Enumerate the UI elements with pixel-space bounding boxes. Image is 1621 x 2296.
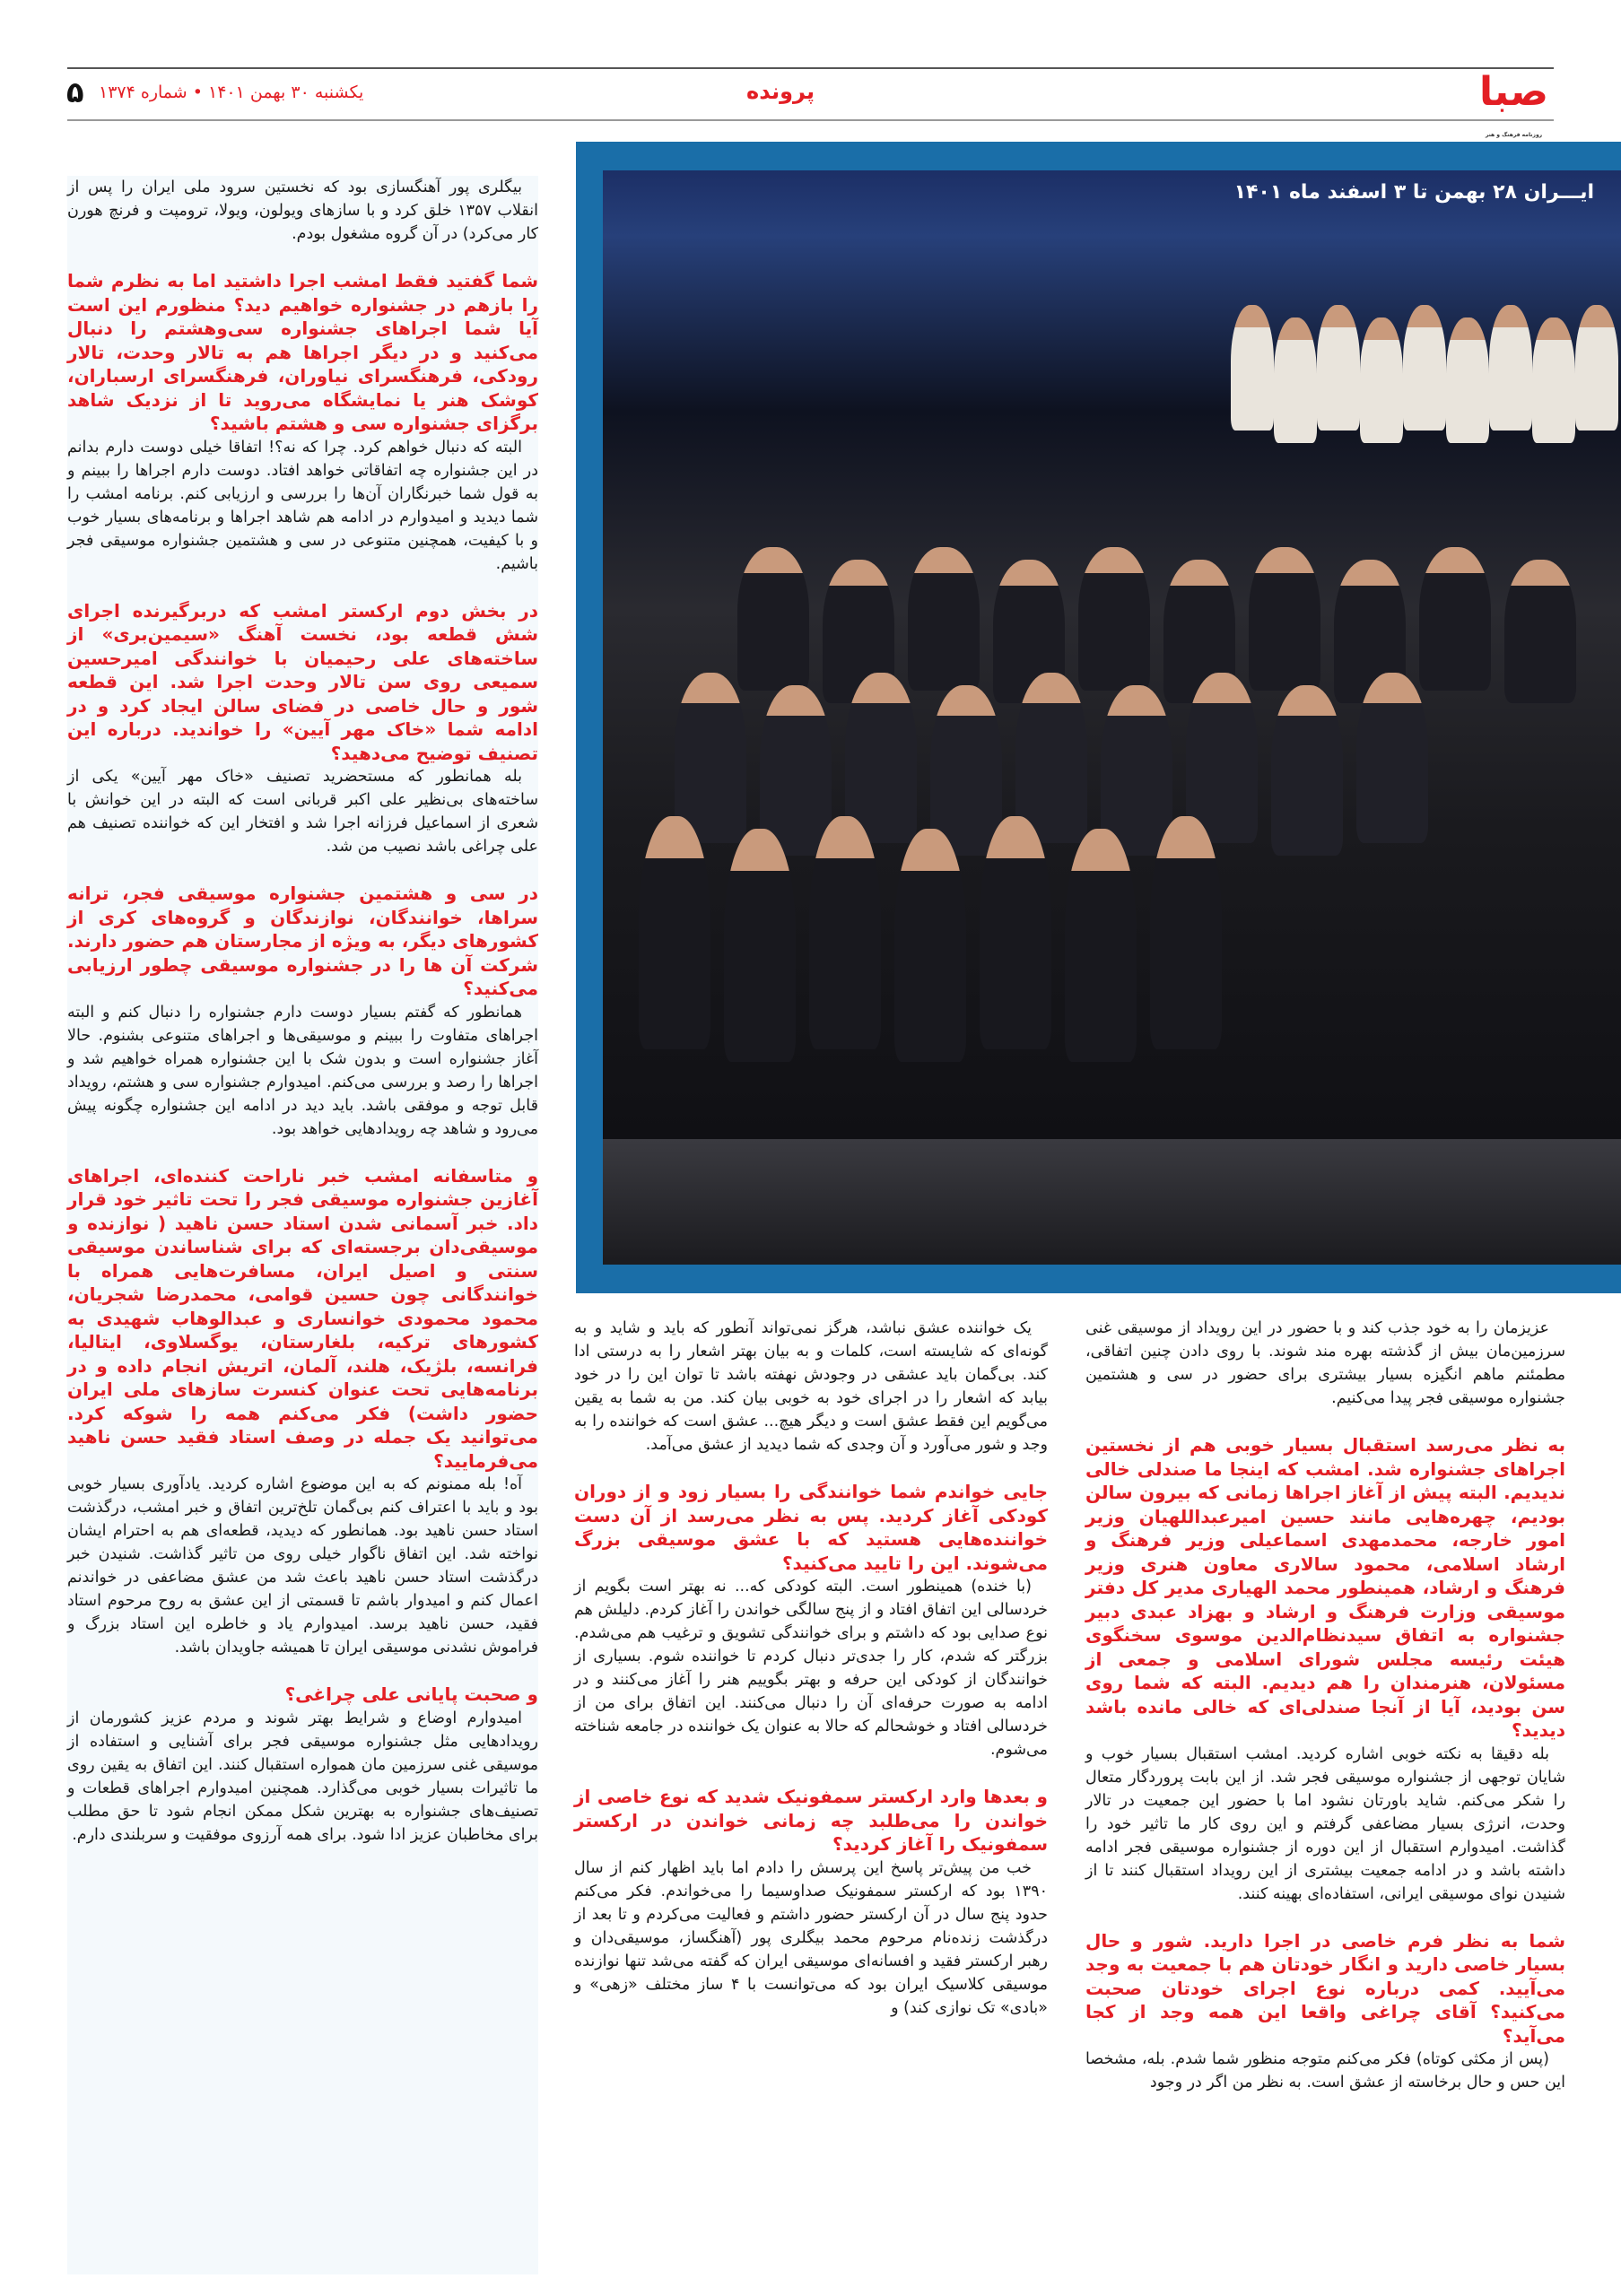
header-bottom-rule [67, 119, 1554, 121]
performer-figure [724, 829, 796, 1062]
article-column-left [67, 176, 538, 2274]
performer-figure [980, 816, 1051, 1049]
logo-tagline: روزنامه فرهنگ و هنر [1485, 132, 1543, 138]
performer-figure [675, 673, 746, 843]
performer-figure [1489, 305, 1532, 430]
interview-answer: عزیزمان را به خود جذب کند و با حضور در این رویداد از موسیقی غنی سرزمین‌مان بیش از گذشته بهره مند شوند. با روی دادن چنین اتفاقی، مطمئنم ماهم انگیزه بسیار بیشتری برای حضور در سی و هشتمین جشنواره موسیقی فجر پیدا می‌کنیم. [1085, 1319, 1565, 1407]
performer-figure [1271, 685, 1343, 856]
performer-figure [1419, 547, 1491, 691]
performer-figure [1101, 685, 1172, 856]
performer-figure [845, 673, 917, 843]
interview-answer: (پس از مکثی کوتاه) فکر می‌کنم متوجه منظور شما شدم. بله، مشخصا این حس و حال برخاسته از عشق است. به نظر من اگر در وجود [1085, 2050, 1565, 2092]
interview-question: شما گفتید فقط امشب اجرا داشتید اما به نظرم شما را بازهم در جشنواره خواهیم دید؟ منظورم این است آیا شما اجراهای جشنواره سی‌وهشتم را دنبال می‌کنید و در دیگر اجراها هم به تالار وحدت، تالار رودکی، فرهنگسرای نیاوران، فرهنگسرای ارسباران، کوشک هنر یا نمایشگاه می‌روید تا از نزدیک شاهد برگزای جشنواره سی و هشتم باشید؟ [67, 270, 538, 434]
performer-figure [1274, 317, 1317, 443]
interview-answer: بله همانطور که مستحضرید تصنیف «خاک مهر آیین» یکی از ساخته‌های بی‌نظیر علی اکبر قربانی است که البته در این خوانش با شعری از اسماعیل فرزانه اجرا شد و افتخار این که خواننده تصنیف هم علی چراغی باشد نصیب من شد. [67, 768, 538, 856]
performer-figure [1249, 547, 1320, 691]
newspaper-logo [1471, 69, 1556, 138]
interview-answer: بله دقیقا به نکته خوبی اشاره کردید. امشب استقبال بسیار خوب و شایان توجهی از جشنواره موسیقی فجر شد. از این بابت پروردگار متعال را شکر می‌کنم. شاید باورتان نشود اما با حضور این جمعیت در تالار وحدت، انرژی بسیار مضاعفی گرفتم و این روی کار ما تاثیر خود را گذاشت. امیدوارم استقبال از این دوره از جشنواره موسیقی فجر ادامه داشته باشد و در ادامه جمعیت بیشتری از این رویداد استقبال کنند تا از شنیدن نوای موسیقی ایرانی، استفاده‌ای بهینه کنند. [1085, 1744, 1565, 1903]
interview-question: در بخش دوم ارکستر امشب که دربرگیرنده اجرای شش قطعه بود، نخست آهنگ «سیمین‌بری» از ساخته‌های علی رحیمیان با خوانندگی امیرحسین سمیعی روی سن تالار وحدت اجرا شد. این قطعه شور و حال خاصی در فضای سالن ایجاد کرد و در ادامه شما «خاک مهر آیین» را خواندید. درباره این تصنیف توضیح می‌دهید؟ [67, 599, 538, 764]
photo-frame [576, 142, 1621, 1293]
dateline: یکشنبه ۳۰ بهمن ۱۴۰۱ • شماره ۱۳۷۴ [99, 83, 364, 102]
interview-question: شما به نظر فرم خاصی در اجرا دارید. شور و حال بسیار خاصی دارید و انگار خودتان هم با جمعیت به وجد می‌آیید. کمی درباره نوع اجرای خودتان صحبت می‌کنید؟ آقای چراغی واقعا این همه وجد از کجا می‌آید؟ [1085, 1929, 1565, 2047]
interview-answer: امیدوارم اوضاع و شرایط بهتر شوند و مردم عزیز کشورمان از رویدادهایی مثل جشنواره موسیقی فجر برای آشنایی و استفاده از موسیقی غنی سرزمین مان همواره استقبال کنند. این اتفاق به یقین روی ما تاثیرات بسیار خوبی می‌گذارد. همچنین امیدوارم اجراهای قطعات و تصنیف‌های جشنواره به بهترین شکل ممکن انجام شود تا حق مطلب برای مخاطبان عزیز ادا شود. برای همه آرزوی موفقیت و سربلندی دارم. [67, 1709, 538, 1844]
concert-photo [603, 170, 1621, 1265]
performer-figure [1231, 305, 1274, 430]
performer-figure [809, 816, 881, 1049]
interview-question: جایی خواندم شما خوانندگی را بسیار زود و از دوران کودکی آغاز کردید. پس به نظر می‌رسد از آن دست خواننده‌هایی هستید که با عشق موسیقی بزرگ می‌شوند. این را تایید می‌کنید؟ [574, 1481, 1048, 1574]
performer-figure [1317, 305, 1360, 430]
interview-answer: یک خواننده عشق نباشد، هرگز نمی‌تواند آنطور که باید و شاید و به گونه‌ای که شایسته است، کلمات و به بیان بهتر اشعار را به درستی ادا کند. بی‌گمان باید عشقی در وجودش نهفته باشد تا توان این را در خود بیابد که اشعار را در اجرای خود به خوبی بیان کند. من به شما به یقین می‌گویم این فقط عشق است و دیگر هیچ... عشق است که خواننده را به وجد و شور می‌آورد و آن وجدی که شما دیدید از عشق می‌آمد. [574, 1319, 1048, 1454]
performer-figure [1504, 560, 1576, 703]
interview-answer: (با خنده) همینطور است. البته کودکی که... نه بهتر است بگویم از خردسالی این اتفاق افتاد و از پنج سالگی خواندن را آغاز کردم. دلیلش هم نوع صدایی بود که داشتم و برای خوانندگی تشویق و ترغیب هم می‌شدم. بزرگتر که شدم، کار را جدی‌تر دنبال کردم تا خواننده شوم. بسیاری از خوانندگان از کودکی این حرفه و بهتر بگوییم هنر را آغاز می‌کنند و در ادامه به صورت حرفه‌ای آن را دنبال می‌کنند. این اتفاق برای من از خردسالی افتاد و خوشحالم که حالا به عنوان یک خواننده در جامعه شناخته می‌شوم. [574, 1578, 1048, 1759]
performer-figure [1186, 673, 1258, 843]
performer-figure [1065, 829, 1137, 1062]
interview-question: و بعدها وارد ارکستر سمفونیک شدید که نوع خاصی از خواندن را می‌طلبد چه زمانی خواندن در ارکستر سمفونیک را آغاز کردید؟ [574, 1786, 1048, 1855]
performer-figure [1403, 305, 1446, 430]
interview-question: به نظر می‌رسد استقبال بسیار خوبی هم از نخستین اجراهای جشنواره شد. امشب که اینجا ما صندلی خالی ندیدیم. البته پیش از آغاز اجراها زمانی که بیرون سالن بودیم، چهره‌هایی مانند حسین امیرعبداللهیان وزیر امور خارجه، محمدمهدی اسماعیلی وزیر فرهنگ و ارشاد اسلامی، محمود سالاری معاون هنری وزیر فرهنگ و ارشاد، همینطور محمد الهیاری مدیر کل دفتر موسیقی وزارت فرهنگ و ارشاد و بهزاد عبدی دبیر جشنواره به اتفاق سیدنظام‌الدین موسوی سخنگوی هیئت رئیسه مجلس شورای اسلامی و جمعی از مسئولان، هنرمندان را هم دیدیم. البته که شما روی سن بودید، آیا از آنجا صندلی‌ای که خالی مانده باشد دیدید؟ [1085, 1434, 1565, 1741]
stage-floor [603, 1139, 1621, 1265]
performer-figure [1532, 317, 1575, 443]
performer-figure [1446, 317, 1489, 443]
header-top-rule [67, 67, 1554, 69]
performer-figure [1575, 305, 1618, 430]
photo-banner-text: ایـــران ۲۸ بهمن تا ۳ اسفند ماه ۱۴۰۱ [1233, 181, 1594, 204]
performer-figure [1356, 673, 1428, 843]
performer-figure [639, 816, 710, 1049]
performer-figure [894, 829, 966, 1062]
interview-answer: خب من پیش‌تر پاسخ این پرسش را دادم اما باید اظهار کنم از سال ۱۳۹۰ بود که ارکستر سمفونیک صداوسیما را می‌خواندم. فکر می‌کنم حدود پنج سال در آن ارکستر حضور داشتم و فعالیت می‌کردم و تا بعد از درگذشت زنده‌نام مرحوم محمد بیگلری پور (آهنگساز، موسیقی‌دان و رهبر ارکستر فقید و افسانه‌ای موسیقی ایران که گفته می‌شد تنها نوازنده موسیقی کلاسیک ایران بود که می‌توانست با ۴ ساز مختلف «زهی» و «بادی» تک نوازی کند) و [574, 1858, 1048, 2017]
article-column-middle [574, 1317, 1048, 2020]
article-column-right [1085, 1317, 1565, 2094]
interview-question: در سی و هشتمین جشنواره موسیقی فجر، ترانه سراها، خوانندگان، نوازندگان و گروه‌های کری از کشورهای دیگر، به ویژه از مجارستان هم حضور دارند. شرکت آن ها را در جشنواره موسیقی چطور ارزیابی می‌کنید؟ [67, 883, 538, 999]
section-title: پرونده [746, 79, 815, 104]
performer-figure [737, 547, 809, 691]
interview-question: و متاسفانه امشب خبر ناراحت کننده‌ای، اجراهای آغازین جشنواره موسیقی فجر را تحت تاثیر خود قرار داد. خبر آسمانی شدن استاد حسن ناهید ( نوازنده و موسیقی‌دان برجسته‌ای که برای شناساندن موسیقی سنتی و اصیل ایران، مسافرت‌هایی همراه با خوانندگانی چون حسین قوامی، محمدرضا شجریان، محمود محمودی خوانساری و عبدالوهاب شهیدی به کشورهای ترکیه، بلغارستان، یوگسلاوی، ایتالیا، فرانسه، بلژیک، هلند، آلمان، اتریش انجام داده و در برنامه‌هایی تحت عنوان کنسرت سازهای ملی ایران حضور داشت) فکر می‌کنم همه را شوکه کرد. می‌توانید یک جمله در وصف استاد فقید حسن ناهید می‌فرمایید؟ [67, 1164, 538, 1472]
performer-figure [1150, 816, 1222, 1049]
page-number: ۵ [66, 75, 84, 109]
interview-answer: آه! بله ممنونم که به این موضوع اشاره کردید. یادآوری بسیار خوبی بود و باید با اعتراف کنم بی‌گمان تلخ‌ترین اتفاق و خبر امشب، درگذشت استاد حسن ناهید بود. همانطور که دیدید، قطعه‌ای هم به احترام ایشان نواخته شد. این اتفاق ناگوار خیلی روی من تاثیر گذاشت. شنیدن خبر درگذشت استاد حسن ناهید باعث شد من عشق مضاعفی در خواندنم اعمال کنم و امیدوار باشم تا قسمتی از این عشق به روح مرحوم استاد فقید، حسن ناهید برسد. امیدوارم یاد و خاطره این استاد بزرگ و فراموش نشدنی موسیقی ایران تا همیشه جاویدان باشد. [67, 1475, 538, 1657]
logo-text: صبا [1479, 69, 1548, 115]
interview-answer: البته که دنبال خواهم کرد. چرا که نه؟! اتفاقا خیلی دوست دارم بدانم در این جشنواره چه اتفاقاتی خواهد افتاد. دوست دارم اجراها را ببینم و به قول شما خبرنگاران آن‌ها را بررسی و ارزیابی کنم. برنامه امشب را شما دیدید و امیدوارم در ادامه هم شاهد اجراها و برنامه‌های بسیار خوب و با کیفیت، همچنین متنوعی در سی و هشتمین جشنواره موسیقی فجر باشیم. [67, 438, 538, 573]
interview-answer: بیگلری پور آهنگسازی بود که نخستین سرود ملی ایران را پس از انقلاب ۱۳۵۷ خلق کرد و با سازهای ویولون، ویولا، ترومپت و فرنچ هورن کار می‌کرد) در آن گروه مشغول بودم. [67, 178, 538, 243]
performer-figure [1360, 317, 1403, 443]
interview-question: و صحبت پایانی علی چراغی؟ [284, 1683, 538, 1705]
performer-figure [760, 685, 832, 856]
performer-figure [1015, 673, 1087, 843]
interview-answer: همانطور که گفتم بسیار دوست دارم جشنواره را دنبال کنم و البته اجراهای متفاوت را ببینم و موسیقی‌ها و اجراهای متنوعی بشنوم. حالا آغاز جشنواره است و بدون شک با این جشنواره همراه خواهیم شد و اجراها را رصد و بررسی می‌کنم. امیدوارم جشنواره سی و هشتم، رویداد قابل توجه و موفقی باشد. باید دید در ادامه این جشنواره چگونه پیش می‌رود و شاهد چه رویدادهایی خواهد بود. [67, 1003, 538, 1138]
performer-figure [930, 685, 1002, 856]
performer-figure [908, 547, 980, 691]
performer-figure [1078, 547, 1150, 691]
